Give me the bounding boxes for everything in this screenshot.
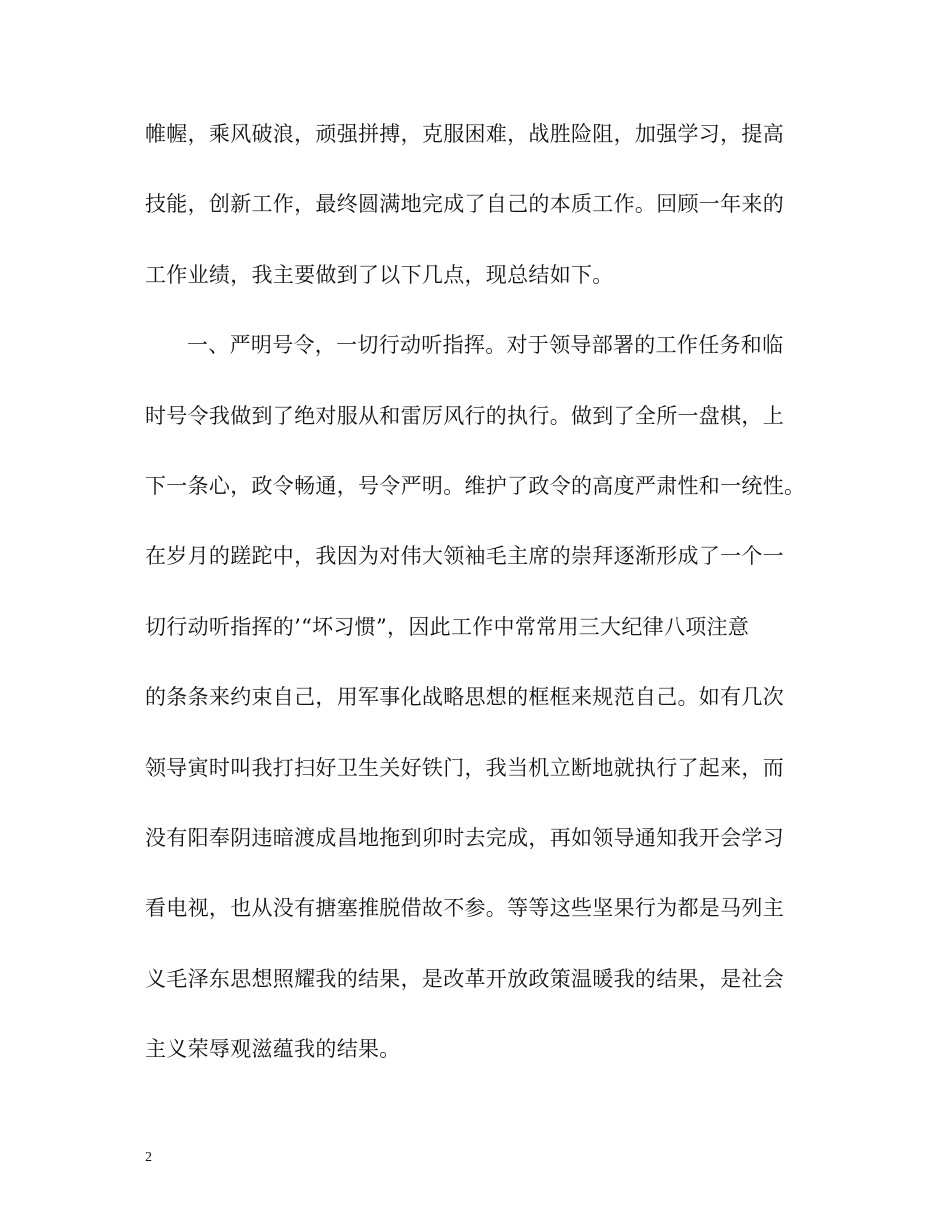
text-line: 领导寅时叫我打扫好卫生关好铁门，我当机立断地就执行了起来，而 <box>145 755 784 780</box>
text-line: 在岁月的蹉跎中，我因为对伟大领袖毛主席的崇拜逐渐形成了一个一 <box>145 544 784 569</box>
text-line: 工作业绩，我主要做到了以下几点，现总结如下。 <box>145 262 614 287</box>
text-line: 义毛泽东思想照耀我的结果，是改革开放政策温暖我的结果，是社会 <box>145 966 784 991</box>
body-text <box>145 122 810 1107</box>
text-line: 没有阳奉阴违暗渡成昌地拖到卯时去完成，再如领导通知我开会学习 <box>145 825 784 850</box>
text-line: 下一条心，政令畅通，号令严明。维护了政令的高度严肃性和一统性。 <box>145 473 806 498</box>
text-line: 看电视，也从没有搪塞推脱借故不参。等等这些坚果行为都是马列主 <box>145 896 784 921</box>
page-number: 2 <box>145 1150 152 1165</box>
section-heading-line: 一、严明号令，一切行动听指挥。对于领导部署的工作任务和临 <box>187 333 784 358</box>
text-line: 时号令我做到了绝对服从和雷厉风行的执行。做到了全所一盘棋，上 <box>145 403 784 428</box>
text-line: 主义荣辱观滋蕴我的结果。 <box>145 1037 401 1062</box>
text-line: 帷幄，乘风破浪，顽强拼搏，克服困难，战胜险阻，加强学习，提高 <box>145 122 784 146</box>
text-line: 切行动听指挥的’“坏习惯”，因此工作中常常用三大纪律八项注意 <box>145 614 750 639</box>
text-line: 技能，创新工作，最终圆满地完成了自己的本质工作。回顾一年来的 <box>145 192 784 217</box>
text-line: 的条条来约束自己，用军事化战略思想的框框来规范自己。如有几次 <box>145 685 784 710</box>
